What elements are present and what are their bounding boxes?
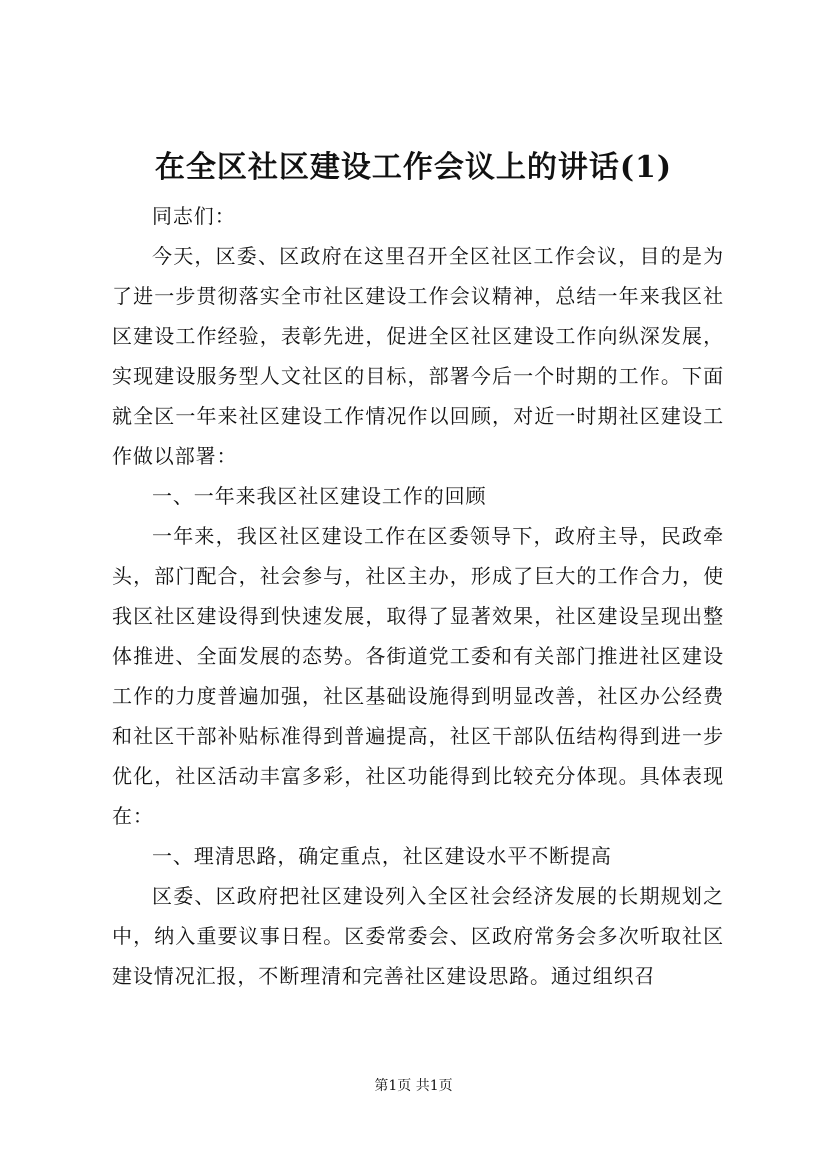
document-body — [112, 196, 724, 996]
review-paragraph: 一年来，我区社区建设工作在区委领导下，政府主导，民政牵头，部门配合，社会参与，社区主办，形成了巨大的工作合力，使我区社区建设得到快速发展，取得了显著效果，社区建设呈现出整体推进、全面发展的态势。各街道党工委和有关部门推进社区建设工作的力度普遍加强，社区基础设施得到明显改善，社区办公经费和社区干部补贴标准得到普遍提高，社区干部队伍结构得到进一步优化，社区活动丰富多彩，社区功能得到比较充分体现。具体表现在： — [112, 524, 724, 828]
subsection-heading: 一、理清思路，确定重点，社区建设水平不断提高 — [152, 844, 612, 868]
page-number-footer: 第1页 共1页 — [374, 1078, 453, 1094]
salutation-paragraph: 同志们： — [152, 204, 236, 228]
intro-paragraph: 今天，区委、区政府在这里召开全区社区工作会议，目的是为了进一步贯彻落实全市社区建设工作会议精神，总结一年来我区社区建设工作经验，表彰先进，促进全区社区建设工作向纵深发展，实现建设服务型人文社区的目标，部署今后一个时期的工作。下面就全区一年来社区建设工作情况作以回顾，对近一时期社区建设工作做以部署： — [112, 244, 724, 468]
section-heading: 一、一年来我区社区建设工作的回顾 — [152, 484, 487, 508]
planning-paragraph: 区委、区政府把社区建设列入全区社会经济发展的长期规划之中，纳入重要议事日程。区委常委会、区政府常务会多次听取社区建设情况汇报，不断理清和完善社区建设思路。通过组织召 — [112, 884, 724, 988]
document-title: 在全区社区建设工作会议上的讲话(1) — [154, 150, 673, 185]
